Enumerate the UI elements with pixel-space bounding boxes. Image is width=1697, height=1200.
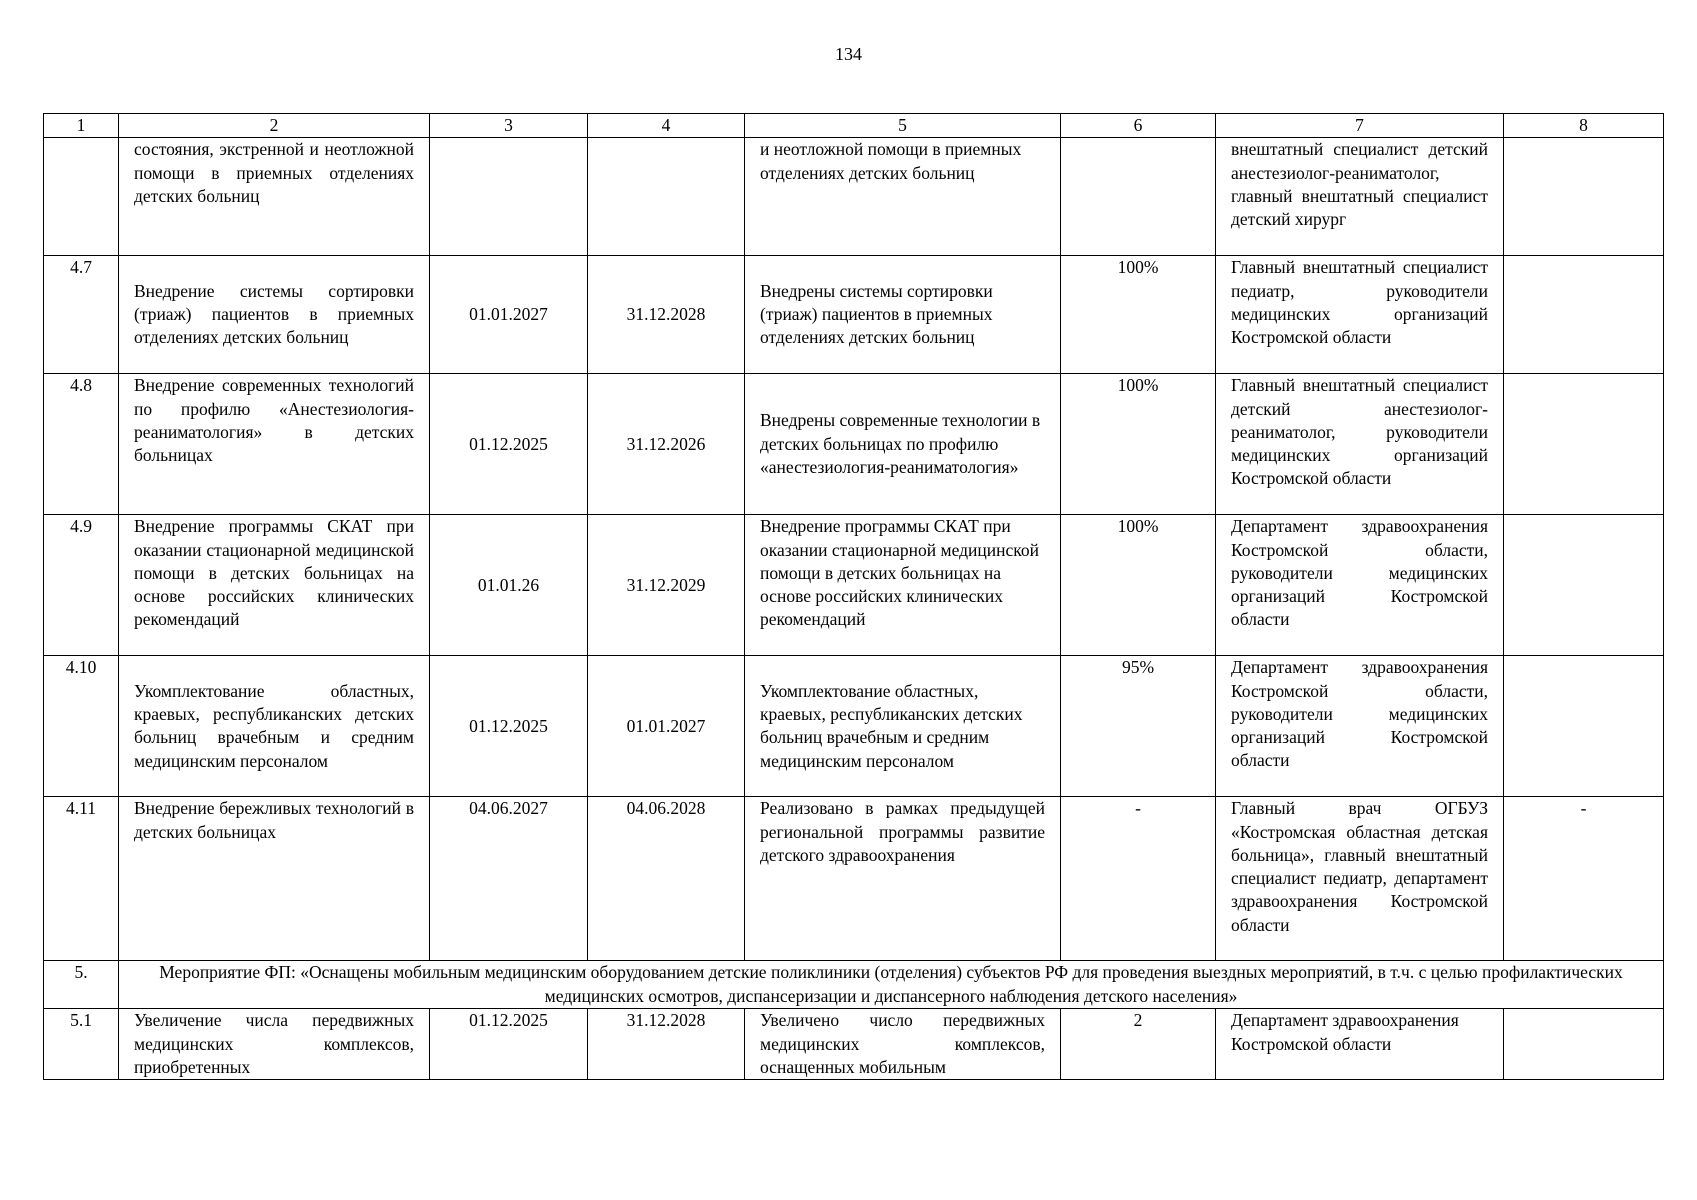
responsible-cell: Главный внештатный специалист педиатр, руководители медицинских организаций Костромской области [1216,256,1504,374]
row-number: 4.9 [44,515,119,656]
value-cell: 95% [1061,656,1216,797]
row-number: 4.8 [44,374,119,515]
start-date-cell: 01.12.2025 [430,1009,588,1080]
header-cell: 8 [1504,114,1664,138]
section-row [44,961,1664,1009]
responsible-cell: Главный внештатный специалист детский анестезиолог-реаниматолог, руководители медицинских организаций Костромской области [1216,374,1504,515]
end-date-cell: 31.12.2026 [588,374,745,515]
responsible-cell: внештатный специалист детский анестезиолог-реаниматолог, главный внештатный специалист детский хирург [1216,138,1504,256]
page-number: 134 [835,44,862,64]
row-number: 4.10 [44,656,119,797]
responsible-cell: Департамент здравоохранения Костромской области, руководители медицинских организаций Костромской области [1216,656,1504,797]
event-cell: Внедрение программы СКАТ при оказании стационарной медицинской помощи в детских больницах на основе российских клинических рекомендаций [119,515,430,656]
table-row [44,138,1664,256]
event-cell: Внедрение бережливых технологий в детских больницах [119,797,430,961]
end-date-cell: 04.06.2028 [588,797,745,961]
note-cell [1504,374,1664,515]
header-cell: 1 [44,114,119,138]
note-cell [1504,1009,1664,1080]
value-cell: 100% [1061,374,1216,515]
result-cell: Внедрение программы СКАТ при оказании стационарной медицинской помощи в детских больницах на основе российских клинических рекомендаций [745,515,1061,656]
row-number [44,138,119,256]
note-cell: - [1504,797,1664,961]
plan-table [43,113,1664,1080]
header-row [44,114,1664,138]
event-cell: Укомплектование областных, краевых, республиканских детских больниц врачебным и средним медицинским персоналом [119,656,430,797]
end-date-cell: 31.12.2028 [588,256,745,374]
table-row [44,256,1664,374]
start-date-cell: 01.12.2025 [430,374,588,515]
row-number: 4.11 [44,797,119,961]
header-cell: 5 [745,114,1061,138]
start-date-cell [430,138,588,256]
header-cell: 4 [588,114,745,138]
result-cell: Укомплектование областных, краевых, республиканских детских больниц врачебным и средним медицинским персоналом [745,656,1061,797]
responsible-cell: Главный врач ОГБУЗ «Костромская областная детская больница», главный внештатный специалист педиатр, департамент здравоохранения Костромской области [1216,797,1504,961]
result-cell: Увеличено число передвижных медицинских комплексов, оснащенных мобильным [745,1009,1061,1080]
responsible-cell: Департамент здравоохранения Костромской области, руководители медицинских организаций Костромской области [1216,515,1504,656]
end-date-cell: 31.12.2028 [588,1009,745,1080]
note-cell [1504,138,1664,256]
table-row [44,515,1664,656]
result-cell: Внедрены системы сортировки (триаж) пациентов в приемных отделениях детских больниц [745,256,1061,374]
section-number: 5. [44,961,119,1009]
start-date-cell: 01.01.26 [430,515,588,656]
table-row [44,1009,1664,1080]
table-row [44,797,1664,961]
start-date-cell: 01.12.2025 [430,656,588,797]
header-cell: 2 [119,114,430,138]
header-cell: 7 [1216,114,1504,138]
row-number: 4.7 [44,256,119,374]
start-date-cell: 04.06.2027 [430,797,588,961]
end-date-cell: 01.01.2027 [588,656,745,797]
header-cell: 3 [430,114,588,138]
table-row [44,656,1664,797]
value-cell: 100% [1061,515,1216,656]
value-cell: 100% [1061,256,1216,374]
result-cell: Внедрены современные технологии в детских больницах по профилю «анестезиология-реаниматология» [745,374,1061,515]
value-cell: - [1061,797,1216,961]
table-row [44,374,1664,515]
event-cell: состояния, экстренной и неотложной помощи в приемных отделениях детских больниц [119,138,430,256]
value-cell [1061,138,1216,256]
event-cell: Увеличение числа передвижных медицинских комплексов, приобретенных [119,1009,430,1080]
note-cell [1504,656,1664,797]
header-cell: 6 [1061,114,1216,138]
end-date-cell: 31.12.2029 [588,515,745,656]
end-date-cell [588,138,745,256]
result-cell: и неотложной помощи в приемных отделениях детских больниц [745,138,1061,256]
value-cell: 2 [1061,1009,1216,1080]
result-cell: Реализовано в рамках предыдущей региональной программы развитие детского здравоохранения [745,797,1061,961]
section-title: Мероприятие ФП: «Оснащены мобильным медицинским оборудованием детские поликлиники (отделения) субъектов РФ для проведения выездных мероприятий, в т.ч. с целью профилактических медицинских осмотров, диспансеризации и диспансерного наблюдения детского населения» [119,961,1664,1009]
event-cell: Внедрение системы сортировки (триаж) пациентов в приемных отделениях детских больниц [119,256,430,374]
note-cell [1504,515,1664,656]
note-cell [1504,256,1664,374]
event-cell: Внедрение современных технологий по профилю «Анестезиология-реаниматология» в детских больницах [119,374,430,515]
responsible-cell: Департамент здравоохранения Костромской области [1216,1009,1504,1080]
start-date-cell: 01.01.2027 [430,256,588,374]
row-number: 5.1 [44,1009,119,1080]
